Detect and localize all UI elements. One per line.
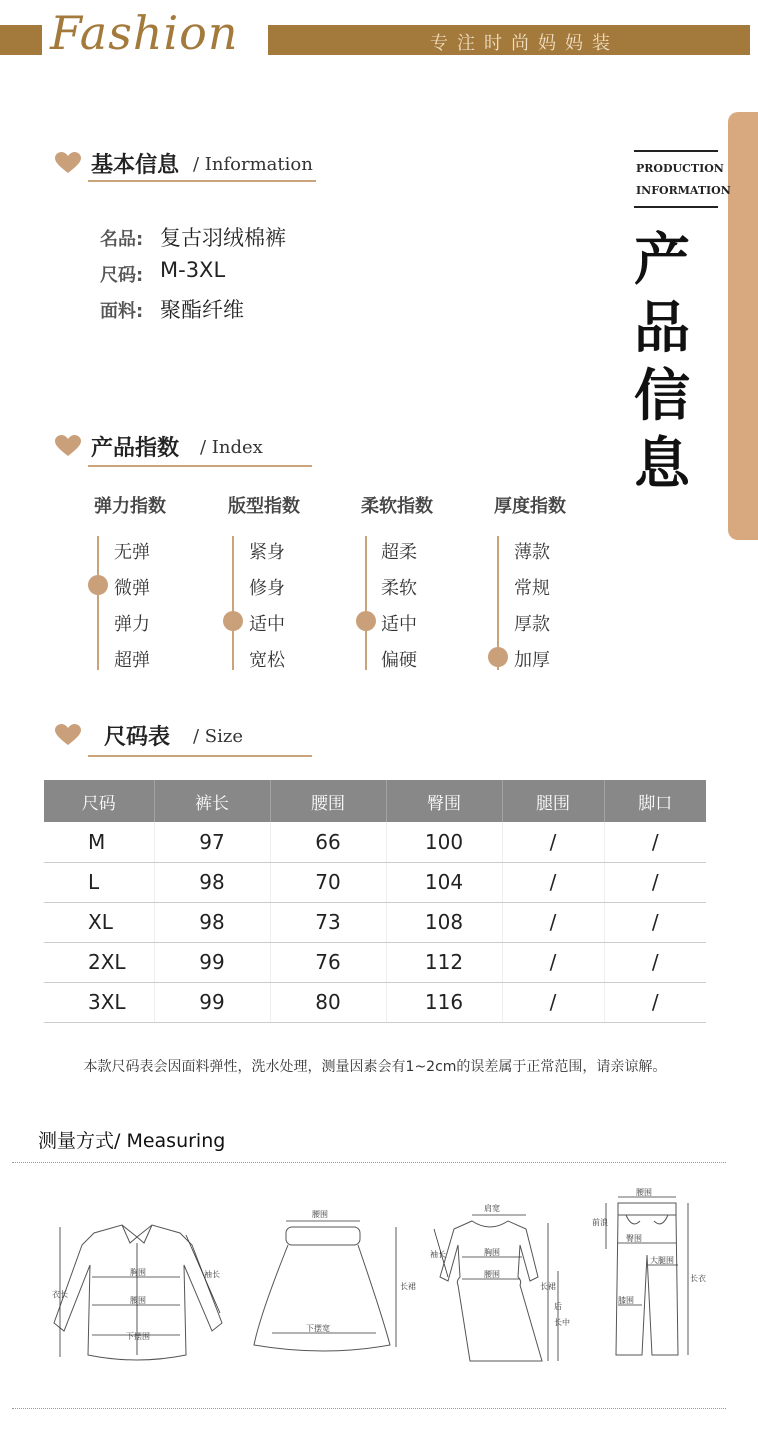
index-item: 柔软 bbox=[381, 578, 417, 599]
table-cell: 98 bbox=[154, 862, 270, 902]
prod-rule-bottom bbox=[634, 206, 718, 208]
index-track-soft bbox=[365, 536, 367, 670]
index-selected-dot bbox=[88, 575, 108, 595]
index-selected-dot bbox=[223, 611, 243, 631]
index-item: 偏硬 bbox=[381, 650, 417, 671]
index-track-elastic bbox=[97, 536, 99, 670]
table-cell: 116 bbox=[386, 982, 502, 1022]
label-shirt-sleeve: 袖长 bbox=[204, 1270, 220, 1279]
label-dress-chest: 胸围 bbox=[484, 1248, 500, 1257]
index-item: 适中 bbox=[249, 614, 285, 635]
prod-line2: INFORMATION bbox=[636, 184, 731, 197]
table-row bbox=[44, 902, 706, 942]
index-item: 厚款 bbox=[514, 614, 550, 635]
index-item: 超弹 bbox=[114, 650, 150, 671]
label-pants-length: 长衣 bbox=[690, 1274, 706, 1283]
table-cell: 66 bbox=[270, 822, 386, 862]
col-header: 腰围 bbox=[270, 780, 386, 822]
table-cell: / bbox=[502, 822, 604, 862]
table-cell: 104 bbox=[386, 862, 502, 902]
table-cell: 80 bbox=[270, 982, 386, 1022]
table-cell: 98 bbox=[154, 902, 270, 942]
dotted-divider-bottom bbox=[12, 1408, 726, 1409]
label-pants-rise: 前浪 bbox=[592, 1218, 608, 1227]
table-cell: / bbox=[502, 982, 604, 1022]
table-cell: 73 bbox=[270, 902, 386, 942]
size-table bbox=[44, 780, 706, 1023]
basic-title: 基本信息 bbox=[91, 153, 180, 178]
info-value-size: M-3XL bbox=[160, 258, 226, 282]
index-item: 微弹 bbox=[114, 578, 150, 599]
index-item: 修身 bbox=[249, 578, 285, 599]
prod-big-1: 产 bbox=[634, 227, 690, 293]
index-item: 加厚 bbox=[514, 650, 550, 671]
table-cell: 70 bbox=[270, 862, 386, 902]
table-row bbox=[44, 862, 706, 902]
prod-big-2: 品 bbox=[634, 295, 690, 361]
index-item: 弹力 bbox=[114, 614, 150, 635]
header-slogan: 专注时尚妈妈装 bbox=[430, 33, 619, 54]
prod-rule-top bbox=[634, 150, 718, 152]
label-dress-back: 后 bbox=[554, 1302, 562, 1311]
header-bar-left bbox=[0, 25, 42, 55]
label-pants-hip: 臀围 bbox=[626, 1234, 642, 1243]
index-subtitle: / Index bbox=[200, 437, 263, 458]
label-dress-sleeve: 袖长 bbox=[430, 1250, 446, 1259]
index-underline bbox=[88, 465, 312, 467]
label-pants-thigh: 大腿围 bbox=[650, 1256, 674, 1265]
table-cell: 112 bbox=[386, 942, 502, 982]
label-dress-length: 长裙 bbox=[540, 1282, 556, 1291]
table-cell: L bbox=[44, 862, 154, 902]
col-header: 臀围 bbox=[386, 780, 502, 822]
table-cell: 108 bbox=[386, 902, 502, 942]
table-cell: 76 bbox=[270, 942, 386, 982]
index-item: 紧身 bbox=[249, 542, 285, 563]
index-title: 产品指数 bbox=[91, 436, 180, 461]
basic-subtitle: / Information bbox=[193, 154, 313, 175]
table-header-row bbox=[44, 780, 706, 822]
label-pants-knee: 膝围 bbox=[618, 1296, 634, 1305]
table-cell: 99 bbox=[154, 982, 270, 1022]
index-head-thick: 厚度指数 bbox=[494, 496, 566, 517]
index-track-fit bbox=[232, 536, 234, 670]
label-shirt-hem: 下摆围 bbox=[126, 1332, 150, 1341]
col-header: 尺码 bbox=[44, 780, 154, 822]
label-skirt-hem: 下摆宽 bbox=[306, 1324, 330, 1333]
label-shirt-length: 衣长 bbox=[52, 1290, 68, 1299]
side-tab[interactable] bbox=[728, 112, 758, 540]
label-skirt-waist: 腰围 bbox=[312, 1210, 328, 1219]
index-head-elastic: 弹力指数 bbox=[94, 496, 166, 517]
size-underline bbox=[88, 755, 312, 757]
index-item: 适中 bbox=[381, 614, 417, 635]
info-value-fabric: 聚酯纤维 bbox=[160, 298, 244, 322]
index-head-fit: 版型指数 bbox=[228, 496, 300, 517]
label-shirt-waist: 腰围 bbox=[130, 1296, 146, 1305]
size-title: 尺码表 bbox=[104, 725, 171, 750]
heart-icon bbox=[55, 724, 81, 746]
label-dress-shoulder: 肩宽 bbox=[484, 1204, 500, 1213]
dress-diagram bbox=[430, 1185, 580, 1365]
index-item: 超柔 bbox=[381, 542, 417, 563]
size-subtitle: / Size bbox=[193, 726, 244, 747]
shirt-diagram bbox=[52, 1185, 232, 1365]
table-cell: M bbox=[44, 822, 154, 862]
heart-icon bbox=[55, 435, 81, 457]
basic-underline bbox=[88, 180, 316, 182]
table-cell: / bbox=[604, 862, 706, 902]
table-cell: 100 bbox=[386, 822, 502, 862]
index-item: 宽松 bbox=[249, 650, 285, 671]
info-label-fabric: 面料: bbox=[100, 301, 144, 322]
table-row bbox=[44, 822, 706, 862]
table-cell: / bbox=[604, 942, 706, 982]
info-label-size: 尺码: bbox=[100, 265, 144, 286]
index-head-soft: 柔软指数 bbox=[361, 496, 433, 517]
table-cell: 3XL bbox=[44, 982, 154, 1022]
index-item: 无弹 bbox=[114, 542, 150, 563]
index-selected-dot bbox=[356, 611, 376, 631]
label-pants-waist: 腰围 bbox=[636, 1188, 652, 1197]
table-cell: 97 bbox=[154, 822, 270, 862]
prod-big-3: 信 bbox=[634, 363, 690, 429]
index-item: 常规 bbox=[514, 578, 550, 599]
table-cell: / bbox=[604, 982, 706, 1022]
info-label-name: 名品: bbox=[100, 229, 144, 250]
label-dress-mid: 长中 bbox=[554, 1318, 570, 1327]
col-header: 腿围 bbox=[502, 780, 604, 822]
info-value-name: 复古羽绒棉裤 bbox=[160, 226, 286, 250]
table-cell: / bbox=[502, 902, 604, 942]
table-row bbox=[44, 982, 706, 1022]
table-row bbox=[44, 942, 706, 982]
size-note: 本款尺码表会因面料弹性，洗水处理，测量因素会有1~2cm的误差属于正常范围，请亲谅解。 bbox=[83, 1059, 667, 1075]
dotted-divider-top bbox=[12, 1162, 726, 1163]
table-cell: 2XL bbox=[44, 942, 154, 982]
label-shirt-chest: 胸围 bbox=[130, 1268, 146, 1277]
col-header: 脚口 bbox=[604, 780, 706, 822]
index-selected-dot bbox=[488, 647, 508, 667]
prod-big-4: 息 bbox=[634, 431, 690, 497]
prod-line1: PRODUCTION bbox=[636, 162, 724, 175]
label-dress-waist: 腰围 bbox=[484, 1270, 500, 1279]
measuring-title: 测量方式/ Measuring bbox=[38, 1130, 226, 1152]
skirt-diagram bbox=[250, 1185, 416, 1365]
heart-icon bbox=[55, 152, 81, 174]
table-cell: / bbox=[604, 822, 706, 862]
table-cell: / bbox=[604, 902, 706, 942]
table-cell: 99 bbox=[154, 942, 270, 982]
table-cell: / bbox=[502, 862, 604, 902]
index-item: 薄款 bbox=[514, 542, 550, 563]
col-header: 裤长 bbox=[154, 780, 270, 822]
table-cell: XL bbox=[44, 902, 154, 942]
table-cell: / bbox=[502, 942, 604, 982]
brand-logo: Fashion bbox=[50, 6, 239, 60]
pants-diagram bbox=[592, 1185, 706, 1365]
label-skirt-length: 长裙 bbox=[400, 1282, 416, 1291]
